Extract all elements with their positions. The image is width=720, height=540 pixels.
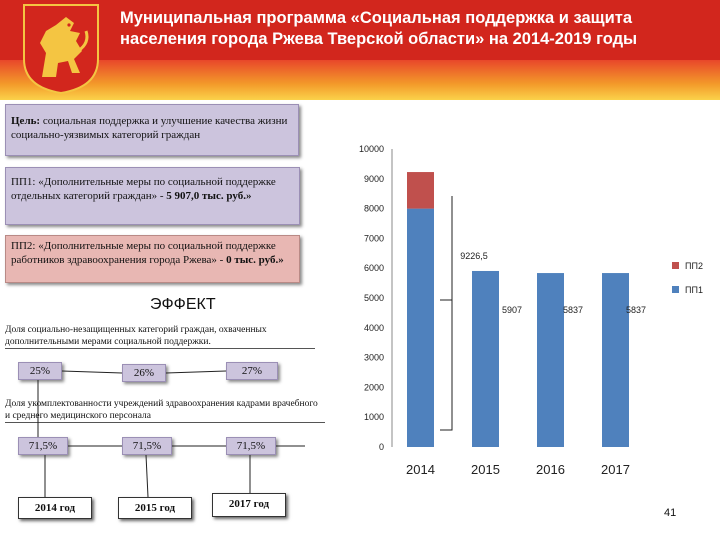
y-tick-label: 4000: [363, 322, 384, 333]
year-box-2017: 2017 год: [212, 493, 286, 517]
indicator-1-value-2017: 27%: [226, 362, 278, 380]
indicator-staffing: Доля укомплектованности учреждений здравоохранения кадрами врачебного и среднего медицинского персонала: [5, 398, 325, 423]
y-axis: [359, 144, 384, 452]
bar-ПП1-2014: [407, 209, 434, 447]
indicator-2-value-2015: 71,5%: [122, 437, 172, 455]
legend-label-ПП1: ПП1: [685, 285, 703, 295]
indicator-2-value-2014: 71,5%: [18, 437, 68, 455]
indicator-2-value-2017: 71,5%: [226, 437, 276, 455]
connector-lines: [38, 196, 452, 497]
indicator-social-coverage: Доля социально-незащищенных категорий граждан, охваченных дополнительными мерами социальной поддержки.: [5, 324, 315, 349]
x-axis: [406, 462, 630, 477]
y-tick-label: 3000: [363, 352, 384, 363]
y-tick-label: 10000: [358, 144, 384, 154]
y-tick-label: 0: [378, 442, 384, 452]
x-tick-label-2014: 2014: [406, 462, 435, 477]
y-tick-label: 1000: [363, 412, 384, 423]
bar-ПП1-2017: [602, 273, 629, 447]
legend-label-ПП2: ПП2: [685, 261, 703, 271]
bar-ПП1-2016: [537, 273, 564, 447]
legend-swatch-ПП1: [672, 286, 679, 293]
legend-swatch-ПП2: [672, 262, 679, 269]
page-title: Муниципальная программа «Социальная поддержка и защита населения города Ржева Тверской области» на 2014-2019 годы: [120, 9, 638, 48]
x-tick-label-2017: 2017: [601, 462, 630, 477]
subprogram-2-amount: 0 тыс. руб.»: [223, 253, 284, 266]
x-tick-label-2016: 2016: [536, 462, 565, 477]
bar-ПП2-2014: [407, 172, 434, 209]
data-label-2015: 5907: [501, 305, 523, 315]
y-tick-label: 7000: [363, 233, 384, 244]
goal-label: Цель:: [11, 115, 41, 127]
subprogram-1-amount: 5 907,0 тыс. руб.»: [163, 189, 252, 202]
subprogram-1-label: ПП1: «Дополнительные меры по социальной поддержке отдельных категорий граждан» -: [11, 176, 276, 202]
goal-text: социальная поддержка и улучшение качества жизни социально-уязвимых категорий граждан: [11, 115, 288, 141]
data-label-2016: 5837: [562, 305, 584, 315]
y-tick-label: 8000: [363, 203, 384, 214]
bar-ПП1-2015: [472, 271, 499, 447]
data-label-2017: 5837: [625, 305, 647, 315]
y-tick-label: 2000: [363, 382, 384, 393]
effect-heading: ЭФФЕКТ: [150, 296, 216, 313]
indicator-1-value-2015: 26%: [122, 364, 166, 382]
legend: [672, 261, 703, 295]
x-tick-label-2015: 2015: [471, 462, 500, 477]
y-tick-label: 9000: [363, 173, 384, 184]
data-label-2014: 9226,5: [460, 251, 488, 261]
y-tick-label: 6000: [363, 263, 384, 274]
year-box-2014: 2014 год: [18, 497, 92, 519]
indicator-1-value-2014: 25%: [18, 362, 62, 380]
subprogram-2-label: ПП2: «Дополнительные меры по социальной поддержке работников здравоохранения города Ржева» -: [11, 240, 276, 266]
y-tick-label: 5000: [363, 293, 384, 303]
page-number: 41: [664, 507, 677, 519]
year-box-2015: 2015 год: [118, 497, 192, 519]
